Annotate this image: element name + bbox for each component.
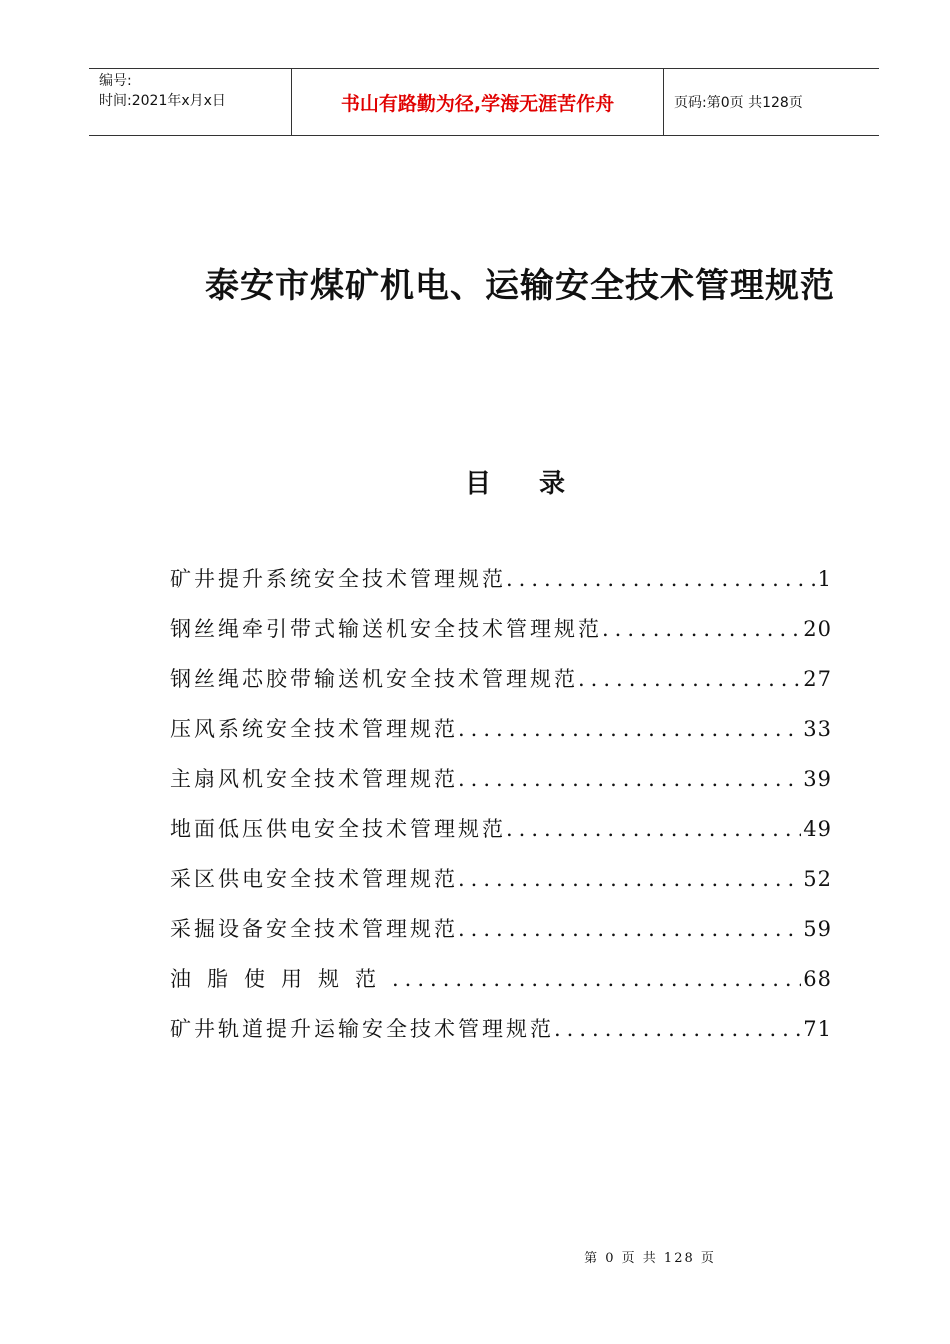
toc-entry-title: 地面低压供电安全技术管理规范 xyxy=(170,817,506,841)
toc-entry[interactable] xyxy=(170,813,832,863)
toc-entry[interactable] xyxy=(170,613,832,663)
toc-entry-page: 52 xyxy=(803,867,832,891)
toc-leader-dots xyxy=(578,667,801,691)
toc-leader-dots xyxy=(458,917,801,941)
toc-entry[interactable] xyxy=(170,713,832,763)
toc-leader-dots xyxy=(458,867,801,891)
toc-heading-right: 录 xyxy=(539,469,566,499)
toc-entry[interactable] xyxy=(170,863,832,913)
toc-leader-dots xyxy=(506,567,816,591)
table-of-contents xyxy=(170,563,832,1063)
toc-entry[interactable] xyxy=(170,563,832,613)
page-footer: 第 0 页 共 128 页 xyxy=(584,1251,716,1266)
toc-leader-dots xyxy=(554,1017,801,1041)
toc-heading-left: 目 xyxy=(464,469,491,499)
toc-entry-title: 钢丝绳芯胶带输送机安全技术管理规范 xyxy=(170,667,578,691)
toc-leader-dots xyxy=(506,817,801,841)
toc-entry-title: 压风系统安全技术管理规范 xyxy=(170,717,458,741)
header-table xyxy=(89,68,879,136)
toc-entry-page: 39 xyxy=(803,767,832,791)
toc-entry-title: 钢丝绳牵引带式输送机安全技术管理规范 xyxy=(170,617,602,641)
document-time-label: 时间:2021年x月x日 xyxy=(99,93,226,109)
toc-entry[interactable] xyxy=(170,1013,832,1063)
toc-entry-title: 采掘设备安全技术管理规范 xyxy=(170,917,458,941)
toc-entry[interactable] xyxy=(170,963,832,1013)
toc-entry-page: 33 xyxy=(803,717,832,741)
toc-entry[interactable] xyxy=(170,663,832,713)
toc-entry-title: 采区供电安全技术管理规范 xyxy=(170,867,458,891)
toc-leader-dots xyxy=(458,767,801,791)
toc-entry-title: 主扇风机安全技术管理规范 xyxy=(170,767,458,791)
header-meta-cell xyxy=(89,69,291,135)
toc-heading xyxy=(0,463,950,500)
toc-entry-page: 27 xyxy=(803,667,832,691)
toc-entry[interactable] xyxy=(170,913,832,963)
toc-leader-dots xyxy=(392,967,801,991)
toc-entry-page: 71 xyxy=(803,1017,832,1041)
toc-leader-dots xyxy=(458,717,801,741)
toc-leader-dots xyxy=(602,617,801,641)
toc-entry-page: 1 xyxy=(817,567,832,591)
document-number-label: 编号: xyxy=(99,73,132,89)
toc-entry-title: 矿井轨道提升运输安全技术管理规范 xyxy=(170,1017,554,1041)
toc-entry-title: 油脂使用规范 xyxy=(170,967,392,991)
toc-entry-page: 20 xyxy=(803,617,832,641)
document-title: 泰安市煤矿机电、运输安全技术管理规范 xyxy=(205,266,835,306)
toc-entry-page: 59 xyxy=(803,917,832,941)
toc-entry[interactable] xyxy=(170,763,832,813)
toc-entry-page: 49 xyxy=(803,817,832,841)
header-motto: 书山有路勤为径,学海无涯苦作舟 xyxy=(291,69,664,135)
header-page-info: 页码:第0页 共128页 xyxy=(674,95,803,111)
toc-entry-page: 68 xyxy=(803,967,832,991)
toc-entry-title: 矿井提升系统安全技术管理规范 xyxy=(170,567,506,591)
